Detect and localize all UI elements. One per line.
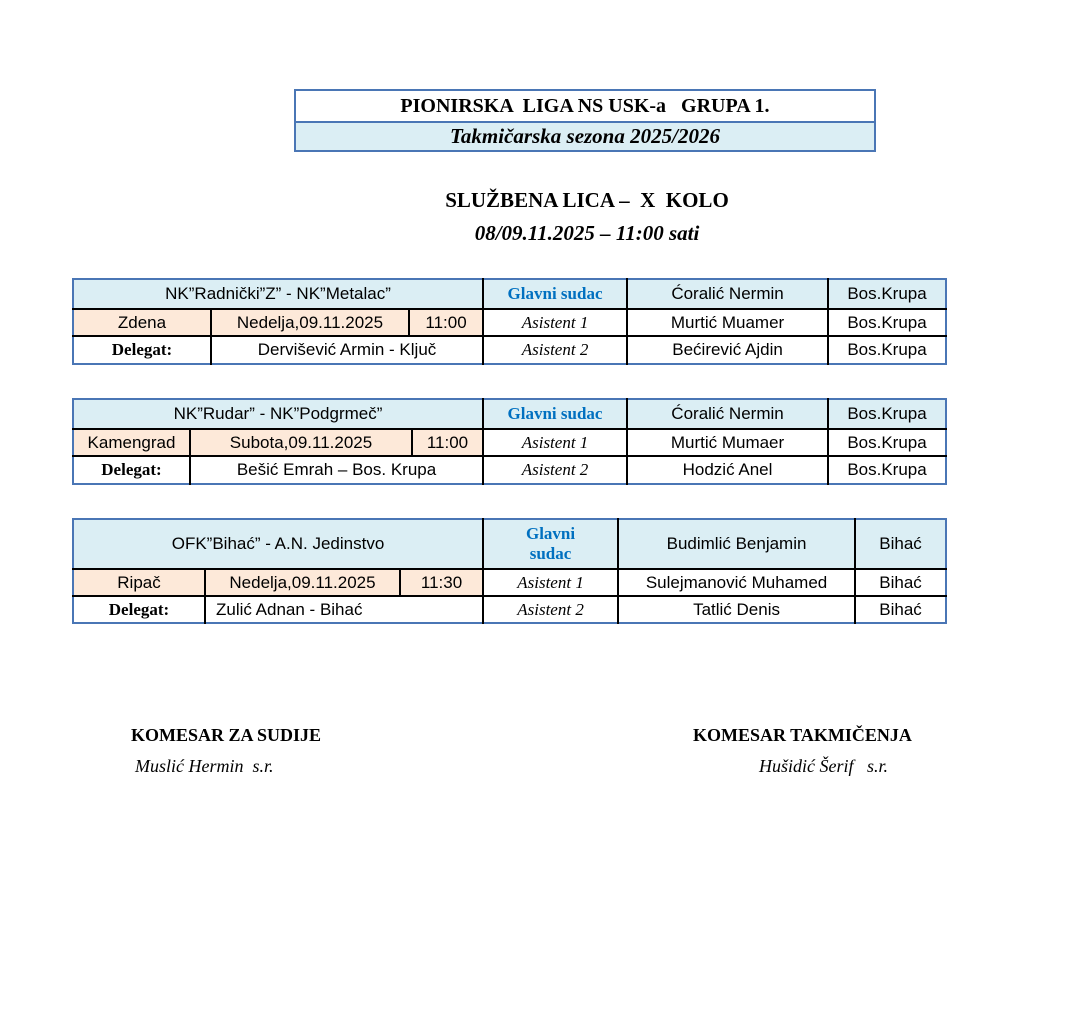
delegate-name: Dervišević Armin - Ključ <box>211 336 483 364</box>
delegate-name: Zulić Adnan - Bihać <box>205 596 483 623</box>
competition-commissioner-name: Hušidić Šerif s.r. <box>759 756 889 776</box>
official-city: Bos.Krupa <box>828 456 946 484</box>
delegate-label: Delegat: <box>73 336 211 364</box>
match-time: 11:00 <box>412 429 483 456</box>
official-name: Bećirević Ajdin <box>627 336 828 364</box>
official-name: Ćoralić Nermin <box>627 279 828 309</box>
delegate-name: Bešić Emrah – Bos. Krupa <box>190 456 483 484</box>
match-teams: NK”Radnički”Z” - NK”Metalac” <box>73 279 483 309</box>
match-teams: OFK”Bihać” - A.N. Jedinstvo <box>73 519 483 569</box>
official-name: Sulejmanović Muhamed <box>618 569 855 596</box>
delegate-label: Delegat: <box>73 456 190 484</box>
role-assistant-2: Asistent 2 <box>483 336 627 364</box>
match-date: Subota,09.11.2025 <box>190 429 412 456</box>
official-city: Bos.Krupa <box>828 429 946 456</box>
match-time: 11:00 <box>409 309 483 336</box>
role-main-referee: Glavni sudac <box>483 519 618 569</box>
competition-commissioner-title: KOMESAR TAKMIČENJA <box>693 725 912 745</box>
match-date: Nedelja,09.11.2025 <box>211 309 409 336</box>
role-assistant-1: Asistent 1 <box>483 569 618 596</box>
match-venue: Ripač <box>73 569 205 596</box>
role-assistant-1: Asistent 1 <box>483 309 627 336</box>
role-assistant-2: Asistent 2 <box>483 596 618 623</box>
match-table-2 <box>72 398 947 485</box>
match-teams: NK”Rudar” - NK”Podgrmeč” <box>73 399 483 429</box>
match-table-1 <box>72 278 947 365</box>
referee-commissioner-name: Muslić Hermin s.r. <box>135 756 274 776</box>
official-name: Murtić Mumaer <box>627 429 828 456</box>
official-city: Bihać <box>855 569 946 596</box>
official-name: Budimlić Benjamin <box>618 519 855 569</box>
season-title: Takmičarska sezona 2025/2026 <box>296 123 874 150</box>
official-city: Bos.Krupa <box>828 336 946 364</box>
role-assistant-2: Asistent 2 <box>483 456 627 484</box>
match-date: Nedelja,09.11.2025 <box>205 569 400 596</box>
official-city: Bos.Krupa <box>828 399 946 429</box>
match-time: 11:30 <box>400 569 483 596</box>
role-assistant-1: Asistent 1 <box>483 429 627 456</box>
match-venue: Zdena <box>73 309 211 336</box>
official-name: Ćoralić Nermin <box>627 399 828 429</box>
official-city: Bos.Krupa <box>828 279 946 309</box>
match-venue: Kamengrad <box>73 429 190 456</box>
official-name: Murtić Muamer <box>627 309 828 336</box>
referee-commissioner-title: KOMESAR ZA SUDIJE <box>131 725 322 745</box>
official-city: Bos.Krupa <box>828 309 946 336</box>
league-title: PIONIRSKA LIGA NS USK-a GRUPA 1. <box>296 91 874 123</box>
official-name: Tatlić Denis <box>618 596 855 623</box>
round-date: 08/09.11.2025 – 11:00 sati <box>474 221 700 245</box>
role-main-referee: Glavni sudac <box>483 279 627 309</box>
official-city: Bihać <box>855 596 946 623</box>
league-header <box>294 89 876 152</box>
delegate-label: Delegat: <box>73 596 205 623</box>
round-title: SLUŽBENA LICA – X KOLO <box>445 188 729 212</box>
official-name: Hodzić Anel <box>627 456 828 484</box>
official-city: Bihać <box>855 519 946 569</box>
role-main-referee: Glavni sudac <box>483 399 627 429</box>
match-table-3 <box>72 518 947 624</box>
